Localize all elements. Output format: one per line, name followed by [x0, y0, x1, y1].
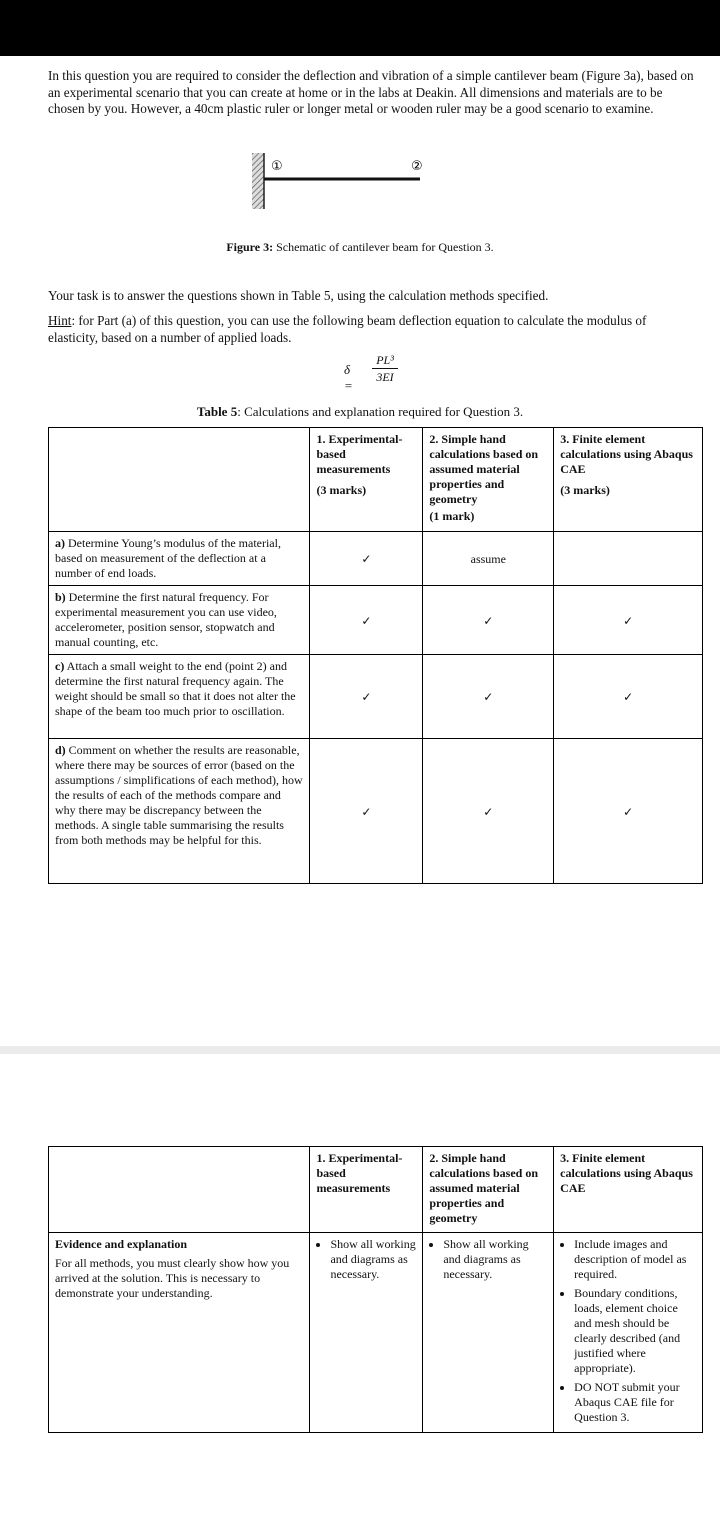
evidence-hand-calc: [423, 1233, 554, 1433]
row-c-description: c) Attach a small weight to the end (point 2) and determine the first natural frequency again. The weight should be small so that it does not alter the shape of the beam too much prior to oscillation.: [49, 655, 310, 739]
header-empty-cell: [49, 428, 310, 532]
header-experimental: 1. Experimental-based measurements (3 marks): [310, 428, 423, 532]
row-a-finite-element: [554, 532, 703, 586]
table-row: [49, 532, 703, 586]
intro-paragraph: In this question you are required to consider the deflection and vibration of a simple cantilever beam (Figure 3a), based on an experimental scenario that you can create at home or in the labs at Deakin. All dimensions and materials are to be chosen by you. However, a 40cm plastic ruler or longer metal or wooden ruler may be a good scenario to examine.: [48, 68, 694, 117]
hint-text: : for Part (a) of this question, you can use the following beam deflection equation to calculate the modulus of elasticity, based on a number of applied loads.: [48, 313, 647, 345]
row-d-finite-element: ✓: [554, 739, 703, 884]
table-header-row: [49, 428, 703, 532]
row-c-finite-element: ✓: [554, 655, 703, 739]
header-experimental: 1. Experimental-based measurements: [310, 1147, 423, 1233]
row-b-description: b) Determine the first natural frequency. For experimental measurement you can use video, accelerometer, position sensor, stopwatch and manual counting, etc.: [49, 586, 310, 655]
list-item: • Show all working and diagrams as necessary.: [443, 1237, 547, 1282]
fixed-wall-hatch: [252, 153, 264, 209]
header-finite-element: 3. Finite element calculations using Abaqus CAE (3 marks): [554, 428, 703, 532]
formula-fraction: [370, 352, 400, 385]
formula-denominator: 3EI: [376, 370, 394, 384]
row-c-experimental: ✓: [310, 655, 423, 739]
list-item: • Include images and description of model as required.: [574, 1237, 696, 1282]
page-separator: [0, 1046, 720, 1054]
row-d-hand-calc: ✓: [423, 739, 554, 884]
evidence-table: [48, 1146, 703, 1433]
evidence-finite-element: [554, 1233, 703, 1433]
point-1-label: ①: [271, 159, 283, 174]
table-row: [49, 655, 703, 739]
table-row: [49, 1233, 703, 1433]
row-a-experimental: ✓: [310, 532, 423, 586]
evidence-description: Evidence and explanation For all methods, you must clearly show how you arrived at the solution. This is necessary to demonstrate your understanding.: [49, 1233, 310, 1433]
row-b-experimental: ✓: [310, 586, 423, 655]
hint-label: Hint: [48, 313, 72, 328]
header-hand-calculations: 2. Simple hand calculations based on assumed material properties and geometry: [423, 1147, 554, 1233]
top-black-bar: [0, 0, 720, 56]
point-2-label: ②: [411, 159, 423, 174]
cantilever-figure: [250, 150, 430, 217]
row-d-description: d) Comment on whether the results are reasonable, where there may be sources of error (based on the assumptions / simplifications of each method), how the results of each of the methods compare and why there may be discrepancy between the methods. A single table summarising the results from both methods may be helpful for this.: [49, 739, 310, 884]
hint-paragraph: [48, 313, 694, 346]
formula-numerator: PL³: [376, 353, 394, 367]
figure-caption: Figure 3: Schematic of cantilever beam for Question 3.: [226, 240, 494, 254]
table-caption: Table 5: Calculations and explanation required for Question 3.: [196, 404, 524, 419]
table-row: [49, 586, 703, 655]
row-a-description: a) Determine Young’s modulus of the material, based on measurement of the deflection at a number of end loads.: [49, 532, 310, 586]
list-item: • Boundary conditions, loads, element choice and mesh should be clearly described (and justified where appropriate).: [574, 1286, 696, 1376]
table-row: [49, 739, 703, 884]
row-c-hand-calc: ✓: [423, 655, 554, 739]
row-b-finite-element: ✓: [554, 586, 703, 655]
row-a-hand-calc: assume: [423, 532, 554, 586]
header-finite-element: 3. Finite element calculations using Abaqus CAE: [554, 1147, 703, 1233]
list-item: • Show all working and diagrams as necessary.: [330, 1237, 416, 1282]
table-header-row: [49, 1147, 703, 1233]
row-b-hand-calc: ✓: [423, 586, 554, 655]
evidence-experimental: [310, 1233, 423, 1433]
cantilever-beam-diagram: [250, 150, 430, 212]
table-5: [48, 427, 703, 884]
row-d-experimental: ✓: [310, 739, 423, 884]
header-empty-cell: [49, 1147, 310, 1233]
header-hand-calculations: 2. Simple hand calculations based on assumed material properties and geometry (1 mark): [423, 428, 554, 532]
formula-lhs: δ =: [344, 362, 353, 393]
task-paragraph: Your task is to answer the questions shown in Table 5, using the calculation methods specified.: [48, 288, 549, 303]
list-item: • DO NOT submit your Abaqus CAE file for Question 3.: [574, 1380, 696, 1425]
